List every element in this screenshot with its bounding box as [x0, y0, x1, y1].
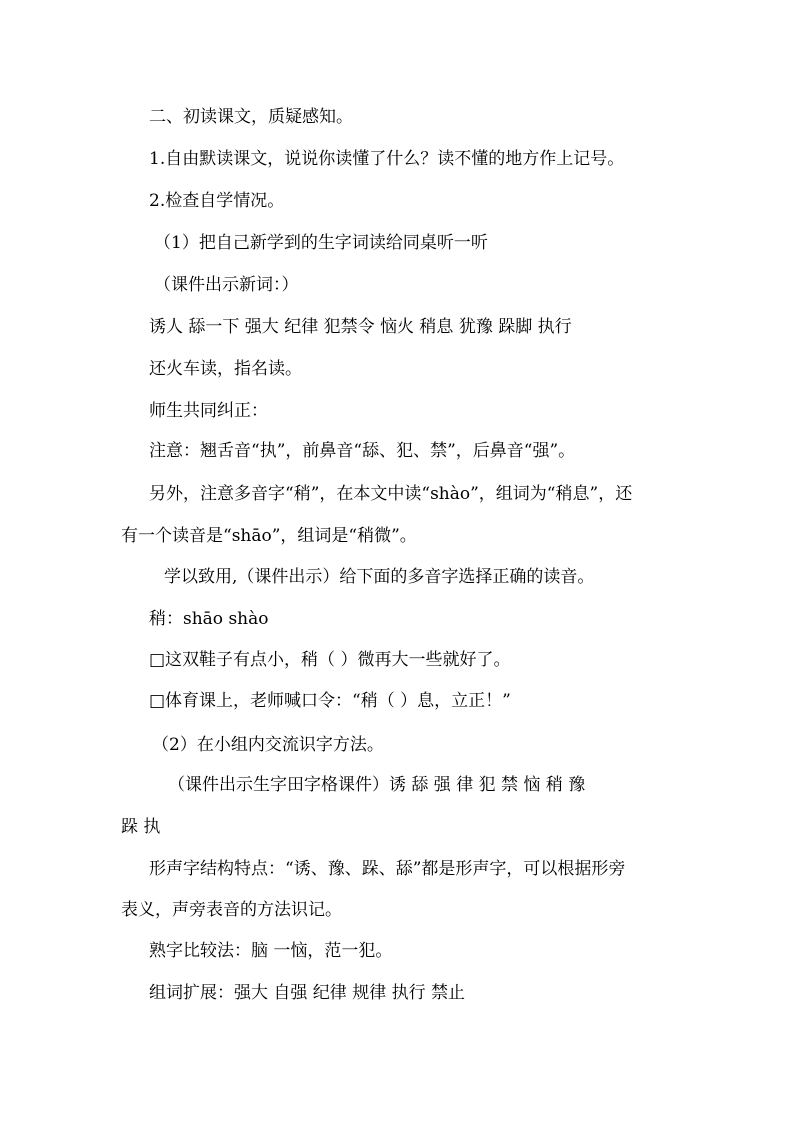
practice-item-2: □体育课上，老师喊口令：“稍（ ）息，立正！”: [149, 691, 511, 711]
subsection-two-text: （2）在小组内交流识字方法。: [152, 735, 384, 755]
courseware-note: （课件出示新词：）: [154, 275, 299, 295]
pronunciation-note: 注意：翘舌音“执”，前鼻音“舔、犯、禁”，后鼻音“强”。: [149, 441, 576, 461]
reading-method-text: 还火车读，指名读。: [149, 359, 302, 379]
word-expansion-text: 组词扩展：强大 自强 纪律 规律 执行 禁止: [149, 983, 466, 1003]
character-grid-continuation: 跺 执: [121, 817, 161, 837]
subsection-one-text: （1）把自己新学到的生字词读给同桌听一听: [154, 233, 488, 253]
step-two-text: 2.检查自学情况。: [149, 191, 285, 211]
phono-semantic-note-line-1: 形声字结构特点：“诱、豫、跺、舔”都是形声字，可以根据形旁: [149, 859, 626, 879]
polyphone-note-line-2: 有一个读音是“shāo”，组词是“稍微”。: [121, 526, 417, 546]
polyphone-readings: 稍：shāo shào: [149, 609, 269, 629]
phono-semantic-note-line-2: 表义，声旁表音的方法识记。: [121, 900, 342, 920]
comparison-method-text: 熟字比较法：脑 一恼，范一犯。: [149, 941, 393, 961]
polyphone-note-line-1: 另外，注意多音字“稍”，在本文中读“shào”，组词为“稍息”，还: [149, 484, 633, 504]
practice-item-1: □这双鞋子有点小，稍（ ）微再大一些就好了。: [149, 650, 511, 670]
step-one-text: 1.自由默读课文，说说你读懂了什么？读不懂的地方作上记号。: [149, 149, 625, 169]
practice-instruction: 学以致用,（课件出示）给下面的多音字选择正确的读音。: [164, 567, 595, 587]
correction-heading: 师生共同纠正：: [149, 401, 268, 421]
new-words-list: 诱人 舔一下 强大 纪律 犯禁令 恼火 稍息 犹豫 跺脚 执行: [149, 317, 572, 337]
section-heading: 二、初读课文，质疑感知。: [149, 107, 353, 127]
character-grid-note: （课件出示生字田字格课件）诱 舔 强 律 犯 禁 恼 稍 豫: [168, 775, 586, 795]
